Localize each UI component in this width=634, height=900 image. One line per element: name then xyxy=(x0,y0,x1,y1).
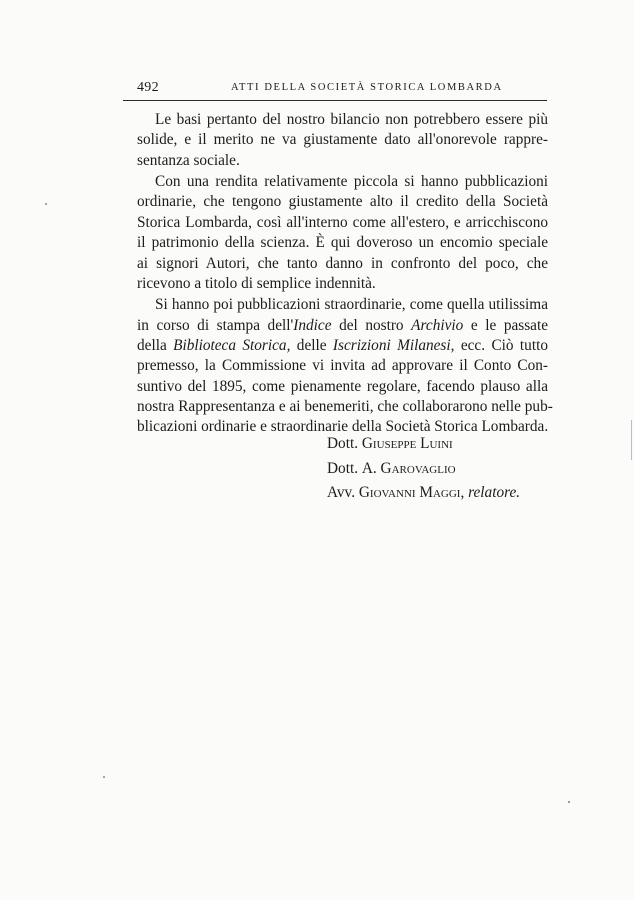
paper-speck xyxy=(568,801,570,803)
text-line: ordinarie, che tengono giustamente alto il credito della Società xyxy=(137,193,548,211)
text-line: Storica Lombarda, così all'interno come all'estero, e arricchiscono xyxy=(137,213,548,231)
signature-block xyxy=(327,432,557,506)
page-edge-mark xyxy=(631,420,632,460)
text-line: Si hanno poi pubblicazioni straordinarie, come quella utilissima xyxy=(155,296,548,314)
signatory-name: Giovanni Maggi, xyxy=(358,484,465,502)
page-number: 492 xyxy=(137,80,159,95)
running-head: ATTI DELLA SOCIETÀ STORICA LOMBARDA xyxy=(231,82,503,93)
text-line: ricevono a titolo di semplice indennità. xyxy=(137,274,376,292)
text-line: Con una rendita relativamente piccola si hanno pubblicazioni xyxy=(155,172,548,190)
body-text xyxy=(137,110,553,438)
text-line: solide, e il merito ne va giustamente dato all'onorevole rappre- xyxy=(137,131,548,149)
text-line: blicazioni ordinarie e straordinarie della Società Storica Lombarda. xyxy=(137,418,549,436)
paragraph xyxy=(137,172,548,294)
text-line: il patrimonio della scienza. È qui doveroso un encomio speciale xyxy=(137,234,548,252)
text-line: ai signori Autori, che tanto danno in confronto del poco, che xyxy=(137,254,548,272)
italic-title-iscrizioni: Iscrizioni Milanesi, xyxy=(332,336,455,354)
signature-line: Avv. Giovanni Maggi, relatore. xyxy=(327,484,521,502)
italic-title-biblioteca: Biblioteca Storica, xyxy=(173,336,291,354)
italic-title-archivio: Archivio xyxy=(411,316,464,334)
paragraph xyxy=(137,110,548,171)
text-line: Le basi pertanto del nostro bilancio non potrebbero essere più xyxy=(155,111,548,128)
text-line: sentanza sociale. xyxy=(137,151,240,169)
signatory-role: relatore. xyxy=(468,484,521,502)
paragraph xyxy=(137,295,553,438)
italic-title-indice: Indice xyxy=(293,316,332,334)
page-header xyxy=(123,80,547,101)
text-line: della Biblioteca Storica, delle Iscrizioni Milanesi, ecc. Ciò tutto xyxy=(137,336,548,354)
signature-line: Dott. Giuseppe Luini xyxy=(327,435,453,452)
text-line: in corso di stampa dell'Indice del nostro Archivio e le passate xyxy=(137,316,549,334)
paper-speck xyxy=(45,203,47,205)
signatory-name: Giuseppe Luini xyxy=(361,435,453,452)
paper-speck xyxy=(103,776,105,778)
signatory-name: A. Garovaglio xyxy=(361,459,456,477)
text-line: suntivo del 1895, come pienamente regolare, facendo plauso alla xyxy=(137,377,548,395)
text-line: nostra Rappresentanza e ai benemeriti, che collaborarono nelle pub- xyxy=(137,398,553,416)
text-line: premesso, la Commissione vi invita ad approvare il Conto Con- xyxy=(137,357,548,375)
signature-line: Dott. A. Garovaglio xyxy=(327,459,456,477)
